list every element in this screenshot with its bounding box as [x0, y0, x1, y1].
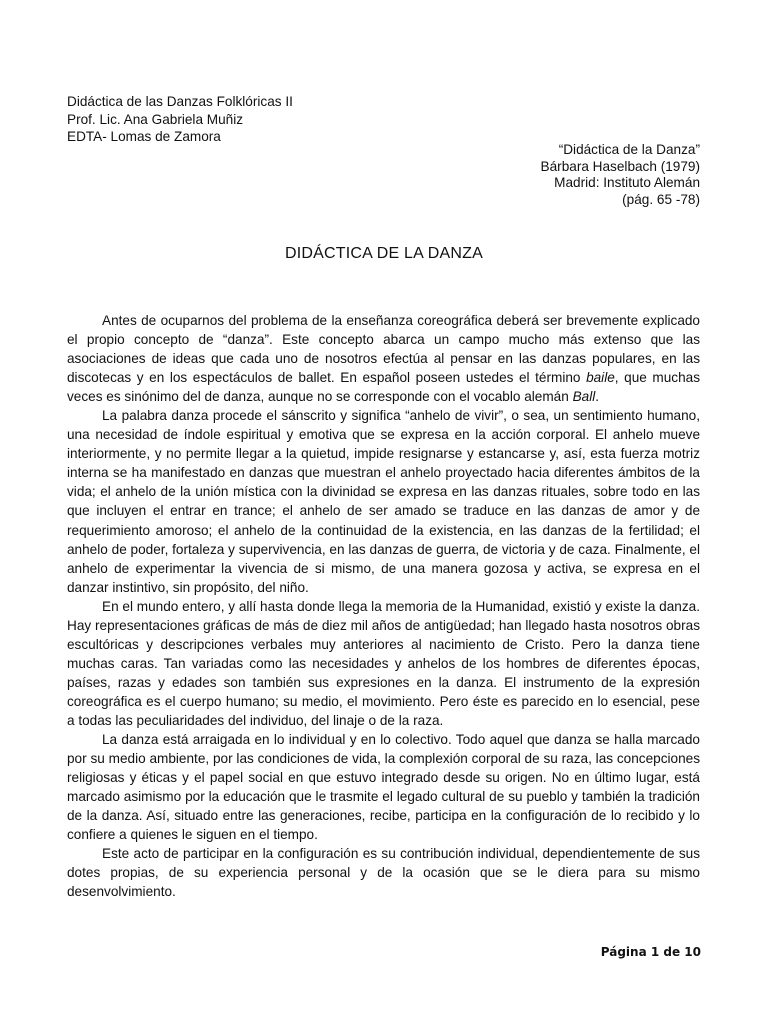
paragraph [67, 406, 700, 596]
citation-title: “Didáctica de la Danza” [558, 142, 700, 157]
paragraph [67, 844, 700, 901]
paragraph-text: . [595, 389, 600, 405]
paragraph-text: La danza está arraigada en lo individual y en lo colectivo. Todo aquel que danza se halla marcado por su medio ambiente, por las condiciones de vida, la complexión corporal de su raza, las concepciones religiosas y éticas y el papel social en que estuvo integrado desde su origen. No en último lugar, está marcado asimismo por la educación que le trasmite el legado cultural de su pueblo y también la tradición de la danza. Así, situado entre las generaciones, recibe, participa en la configuración de lo recibido y lo confiere a quienes le siguen en el tiempo. [67, 732, 700, 843]
paragraph-text-italic: Ball [572, 389, 596, 405]
citation-author: Bárbara Haselbach (1979) [540, 158, 700, 174]
paragraph [67, 730, 700, 844]
citation-pages: (pág. 65 -78) [622, 191, 700, 207]
paragraph [67, 311, 700, 406]
paragraph [67, 597, 700, 730]
paragraph-text: Antes de ocuparnos del problema de la enseñanza coreográfica deberá ser brevemente explicado el propio concepto de “danza”. Este concepto abarca un campo mucho más extenso que las asociaciones de ideas que cada uno de nosotros efectúa al pensar en las danzas populares, en las discotecas y en los espectáculos de ballet. En español poseen ustedes el término [67, 313, 700, 386]
document-title: DIDÁCTICA DE LA DANZA [284, 245, 484, 262]
citation-publisher: Madrid: Instituto Alemán [554, 175, 700, 190]
course-header [67, 93, 293, 146]
source-citation [541, 142, 700, 208]
paragraph-text: , que muchas veces es sinónimo del de danza, aunque no se corresponde con el vocablo alemán [67, 370, 700, 405]
page-number: Página 1 de 10 [600, 945, 701, 959]
paragraph-text: La palabra danza procede el sánscrito y significa “anhelo de vivir”, o sea, un sentimiento humano, una necesidad de índole espiritual y emotiva que se expresa en la acción corporal. El anhelo mueve interiormente, y no permite llegar a la quietud, impide resignarse y estancarse y, así, esta fuerza motriz interna se ha manifestado en danzas que muestran el anhelo proyectado hacia diferentes ámbitos de la vida; el anhelo de la unión mística con la divinidad se expresa en las danzas rituales, sobre todo en las que incluyen el entrar en trance; el anhelo de ser amado se traduce en las danzas de amor y de requerimiento amoroso; el anhelo de la continuidad de la existencia, en las danzas de la fertilidad; el anhelo de poder, fortaleza y supervivencia, en las danzas de guerra, de victoria y de caza. Finalmente, el anhelo de experimentar la vivencia de si mismo, de una manera gozosa y activa, se expresa en el danzar instintivo, sin propósito, del niño. [67, 408, 700, 595]
institution-name: EDTA- Lomas de Zamora [67, 129, 221, 144]
body-text [67, 311, 700, 901]
paragraph-text: Este acto de participar en la configuración es su contribución individual, dependientemente de sus dotes propias, de su experiencia personal y de la ocasión que se le diera para su mismo desenvolvimiento. [67, 846, 700, 900]
professor-name: Prof. Lic. Ana Gabriela Muñiz [67, 111, 244, 127]
paragraph-text: En el mundo entero, y allí hasta donde llega la memoria de la Humanidad, existió y existe la danza. Hay representaciones gráficas de más de diez mil años de antigüedad; han llegado hasta nosotros obras escultóricas y descripciones verbales muy anteriores al nacimiento de Cristo. Pero la danza tiene muchas caras. Tan variadas como las necesidades y anhelos de los hombres de diferentes épocas, países, razas y edades son también sus expresiones en la danza. El instrumento de la expresión coreográfica es el cuerpo humano; su medio, el movimiento. Pero éste es parecido en lo esencial, pese a todas las peculiaridades del individuo, del linaje o de la raza. [67, 598, 700, 728]
paragraph-text-italic: baile [586, 370, 615, 386]
course-name: Didáctica de las Danzas Folklóricas II [67, 94, 293, 109]
